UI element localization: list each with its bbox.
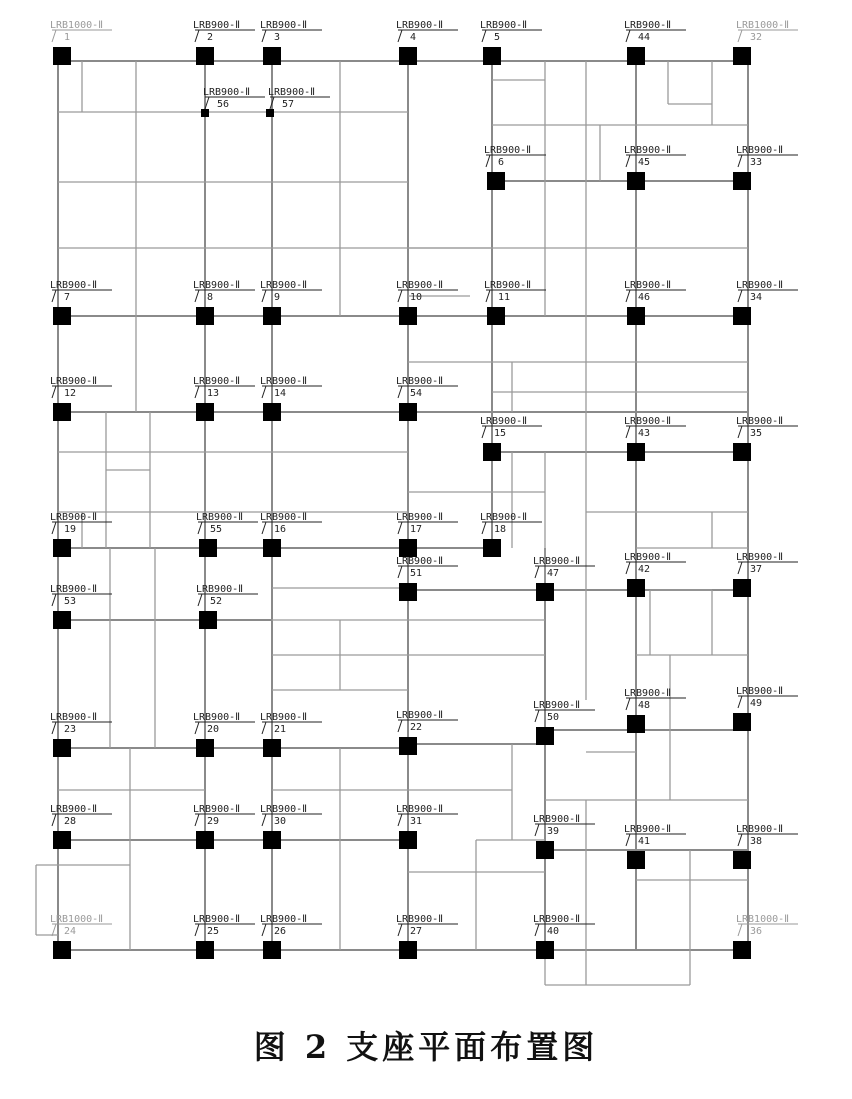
bearing-marker (263, 831, 281, 849)
bearing-number: 20 (207, 724, 220, 735)
bearing-type-label: LRB900-Ⅱ (50, 804, 98, 815)
bearing-number: 2 (207, 32, 214, 43)
bearing-type-label: LRB900-Ⅱ (396, 804, 444, 815)
leader-slash (52, 722, 56, 734)
bearing-marker (487, 307, 505, 325)
bearing-type-label: LRB900-Ⅱ (484, 280, 532, 291)
bearing-marker (733, 307, 751, 325)
bearing-type-label: LRB900-Ⅱ (396, 710, 444, 721)
leader-slash (398, 720, 402, 732)
bearing-type-label: LRB900-Ⅱ (50, 712, 98, 723)
bearing-34 (733, 280, 798, 325)
leader-slash (482, 522, 486, 534)
bearing-type-label: LRB900-Ⅱ (193, 914, 241, 925)
bearing-number: 16 (274, 524, 287, 535)
bearing-marker (487, 172, 505, 190)
bearing-number: 17 (410, 524, 423, 535)
bearing-type-label: LRB900-Ⅱ (533, 914, 581, 925)
bearing-number: 38 (750, 836, 763, 847)
leader-slash (262, 924, 266, 936)
bearing-3 (260, 20, 322, 65)
bearing-marker (399, 403, 417, 421)
bearing-number: 13 (207, 388, 220, 399)
bearing-type-label: LRB900-Ⅱ (193, 712, 241, 723)
bearing-marker (53, 611, 71, 629)
figure-caption: 图 2 支座平面布置图 (253, 1028, 599, 1066)
leader-slash (626, 698, 630, 710)
bearing-type-label: LRB900-Ⅱ (50, 376, 98, 387)
leader-slash (195, 924, 199, 936)
bearing-number: 52 (210, 596, 223, 607)
leader-slash (52, 814, 56, 826)
bearing-12 (50, 376, 112, 421)
bearing-number: 54 (410, 388, 423, 399)
bearing-number: 5 (494, 32, 501, 43)
bearing-marker (733, 443, 751, 461)
bearing-marker (399, 941, 417, 959)
bearing-number: 1 (64, 32, 71, 43)
bearing-number: 30 (274, 816, 287, 827)
bearing-51 (396, 556, 458, 601)
bearing-type-label: LRB900-Ⅱ (624, 20, 672, 31)
bearing-marker (53, 941, 71, 959)
bearing-53 (50, 584, 112, 629)
bearing-number: 12 (64, 388, 77, 399)
bearing-marker (196, 47, 214, 65)
bearing-marker (627, 579, 645, 597)
bearing-number: 26 (274, 926, 287, 937)
bearing-type-label: LRB900-Ⅱ (624, 688, 672, 699)
bearing-type-label: LRB1000-Ⅱ (736, 914, 790, 925)
bearing-37 (733, 552, 798, 597)
leader-slash (398, 814, 402, 826)
bearing-number: 34 (750, 292, 763, 303)
bearing-type-label: LRB900-Ⅱ (624, 280, 672, 291)
bearing-type-label: LRB900-Ⅱ (50, 512, 98, 523)
bearing-44 (624, 20, 686, 65)
bearing-50 (533, 700, 595, 745)
bearing-marker (263, 47, 281, 65)
bearing-number: 19 (64, 524, 77, 535)
bearing-number: 36 (750, 926, 763, 937)
bearing-type-label: LRB900-Ⅱ (533, 556, 581, 567)
bearing-marker (266, 109, 274, 117)
leader-slash (195, 386, 199, 398)
bearing-number: 50 (547, 712, 560, 723)
leader-slash (262, 290, 266, 302)
bearing-number: 45 (638, 157, 651, 168)
bearing-number: 29 (207, 816, 220, 827)
bearing-type-label: LRB900-Ⅱ (480, 512, 528, 523)
leader-slash (626, 562, 630, 574)
bearing-marker (627, 307, 645, 325)
bearing-marker (627, 851, 645, 869)
bearing-number: 25 (207, 926, 220, 937)
leader-slash (738, 290, 742, 302)
bearing-41 (624, 824, 686, 869)
leader-slash (198, 522, 202, 534)
leader-slash (52, 290, 56, 302)
leader-slash (738, 30, 742, 42)
bearing-number: 14 (274, 388, 287, 399)
bearing-14 (260, 376, 322, 421)
bearing-marker (536, 727, 554, 745)
bearing-marker (199, 539, 217, 557)
bearing-marker (263, 739, 281, 757)
bearing-number: 42 (638, 564, 651, 575)
bearing-number: 47 (547, 568, 560, 579)
bearing-13 (193, 376, 255, 421)
bearing-number: 10 (410, 292, 423, 303)
leader-slash (486, 155, 490, 167)
bearing-marker (199, 611, 217, 629)
bearing-number: 56 (217, 99, 230, 110)
bearing-marker (733, 941, 751, 959)
bearing-type-label: LRB900-Ⅱ (480, 20, 528, 31)
bearing-number: 49 (750, 698, 763, 709)
bearing-24 (50, 914, 112, 959)
bearing-22 (396, 710, 458, 755)
bearing-marker (399, 47, 417, 65)
bearing-marker (536, 941, 554, 959)
bearing-type-label: LRB900-Ⅱ (196, 512, 244, 523)
bearing-23 (50, 712, 112, 757)
bearing-marker (536, 841, 554, 859)
leader-slash (738, 924, 742, 936)
bearing-number: 18 (494, 524, 507, 535)
bearing-type-label: LRB900-Ⅱ (260, 376, 308, 387)
bearing-marker (196, 739, 214, 757)
bearing-number: 41 (638, 836, 651, 847)
bearing-type-label: LRB900-Ⅱ (396, 20, 444, 31)
bearing-number: 22 (410, 722, 423, 733)
leader-slash (52, 522, 56, 534)
bearing-36 (733, 914, 798, 959)
bearing-number: 7 (64, 292, 71, 303)
bearing-number: 55 (210, 524, 223, 535)
bearing-marker (627, 172, 645, 190)
bearing-number: 46 (638, 292, 651, 303)
bearing-marker (627, 443, 645, 461)
bearing-marker (536, 583, 554, 601)
bearing-number: 37 (750, 564, 763, 575)
leader-slash (482, 426, 486, 438)
bearing-15 (480, 416, 542, 461)
leader-slash (52, 30, 56, 42)
bearing-43 (624, 416, 686, 461)
bearing-33 (733, 145, 798, 190)
bearing-marker (196, 941, 214, 959)
bearing-type-label: LRB900-Ⅱ (736, 824, 784, 835)
bearing-marker (399, 307, 417, 325)
bearing-4 (396, 20, 458, 65)
bearings-layer (50, 20, 798, 959)
bearing-type-label: LRB900-Ⅱ (396, 512, 444, 523)
bearing-type-label: LRB900-Ⅱ (260, 804, 308, 815)
bearing-number: 6 (498, 157, 505, 168)
bearing-number: 9 (274, 292, 281, 303)
leader-slash (486, 290, 490, 302)
bearing-27 (396, 914, 458, 959)
leader-slash (626, 426, 630, 438)
leader-slash (738, 696, 742, 708)
bearing-marker (483, 47, 501, 65)
bearing-number: 27 (410, 926, 423, 937)
leader-slash (626, 155, 630, 167)
leader-slash (535, 566, 539, 578)
bearing-marker (263, 403, 281, 421)
bearing-16 (260, 512, 322, 557)
bearing-marker (627, 715, 645, 733)
leader-slash (262, 722, 266, 734)
bearing-number: 35 (750, 428, 763, 439)
bearing-number: 48 (638, 700, 651, 711)
bearing-type-label: LRB900-Ⅱ (50, 280, 98, 291)
bearing-number: 31 (410, 816, 423, 827)
bearing-type-label: LRB900-Ⅱ (396, 556, 444, 567)
bearing-type-label: LRB900-Ⅱ (736, 686, 784, 697)
bearing-marker (627, 47, 645, 65)
leader-slash (482, 30, 486, 42)
bearing-type-label: LRB900-Ⅱ (480, 416, 528, 427)
bearing-54 (396, 376, 458, 421)
bearing-type-label: LRB900-Ⅱ (193, 804, 241, 815)
bearing-35 (733, 416, 798, 461)
bearing-marker (733, 851, 751, 869)
leader-slash (52, 924, 56, 936)
leader-slash (738, 834, 742, 846)
bearing-type-label: LRB900-Ⅱ (268, 87, 316, 98)
bearing-2 (193, 20, 255, 65)
leader-slash (398, 30, 402, 42)
bearing-type-label: LRB900-Ⅱ (396, 376, 444, 387)
leader-slash (262, 814, 266, 826)
bearing-type-label: LRB900-Ⅱ (193, 376, 241, 387)
bearing-28 (50, 804, 112, 849)
bearing-type-label: LRB1000-Ⅱ (736, 20, 790, 31)
bearing-8 (193, 280, 255, 325)
bearing-marker (263, 941, 281, 959)
leader-slash (195, 814, 199, 826)
bearing-30 (260, 804, 322, 849)
bearing-marker (399, 831, 417, 849)
bearing-9 (260, 280, 322, 325)
bearing-marker (263, 539, 281, 557)
bearing-number: 51 (410, 568, 423, 579)
bearing-marker (483, 443, 501, 461)
bearing-marker (53, 403, 71, 421)
bearing-46 (624, 280, 686, 325)
leader-slash (535, 924, 539, 936)
bearing-type-label: LRB900-Ⅱ (736, 280, 784, 291)
bearing-type-label: LRB900-Ⅱ (624, 552, 672, 563)
bearing-number: 4 (410, 32, 417, 43)
bearing-number: 24 (64, 926, 77, 937)
leader-slash (398, 924, 402, 936)
bearing-marker (201, 109, 209, 117)
leader-slash (626, 290, 630, 302)
bearing-number: 23 (64, 724, 77, 735)
bearing-type-label: LRB900-Ⅱ (624, 824, 672, 835)
bearing-number: 3 (274, 32, 281, 43)
bearing-type-label: LRB900-Ⅱ (396, 914, 444, 925)
bearing-number: 32 (750, 32, 763, 43)
leader-slash (52, 594, 56, 606)
leader-slash (738, 562, 742, 574)
leader-slash (262, 522, 266, 534)
bearing-type-label: LRB900-Ⅱ (193, 280, 241, 291)
bearing-number: 53 (64, 596, 77, 607)
bearing-number: 57 (282, 99, 295, 110)
bearing-type-label: LRB900-Ⅱ (624, 416, 672, 427)
bearing-26 (260, 914, 322, 959)
leader-slash (52, 386, 56, 398)
bearing-number: 11 (498, 292, 511, 303)
bearing-type-label: LRB900-Ⅱ (533, 700, 581, 711)
bearing-17 (396, 512, 458, 557)
bearing-marker (483, 539, 501, 557)
bearing-number: 28 (64, 816, 77, 827)
bearing-type-label: LRB1000-Ⅱ (50, 20, 104, 31)
bearing-number: 40 (547, 926, 560, 937)
bearing-marker (196, 831, 214, 849)
main-grid-lines (58, 61, 748, 950)
bearing-11 (484, 280, 546, 325)
bearing-type-label: LRB900-Ⅱ (260, 20, 308, 31)
bearing-19 (50, 512, 112, 557)
bearing-number: 15 (494, 428, 507, 439)
bearing-31 (396, 804, 458, 849)
bearing-number: 39 (547, 826, 560, 837)
bearing-18 (480, 512, 542, 557)
bearing-marker (196, 403, 214, 421)
bearing-type-label: LRB900-Ⅱ (260, 512, 308, 523)
bearing-number: 33 (750, 157, 763, 168)
bearing-type-label: LRB1000-Ⅱ (50, 914, 104, 925)
bearing-marker (733, 713, 751, 731)
leader-slash (398, 386, 402, 398)
leader-slash (398, 522, 402, 534)
bearing-type-label: LRB900-Ⅱ (624, 145, 672, 156)
leader-slash (626, 30, 630, 42)
bearing-48 (624, 688, 686, 733)
bearing-type-label: LRB900-Ⅱ (484, 145, 532, 156)
bearing-type-label: LRB900-Ⅱ (193, 20, 241, 31)
bearing-5 (480, 20, 542, 65)
bearing-number: 43 (638, 428, 651, 439)
bearing-number: 8 (207, 292, 214, 303)
leader-slash (738, 426, 742, 438)
bearing-type-label: LRB900-Ⅱ (736, 416, 784, 427)
leader-slash (262, 386, 266, 398)
bearing-29 (193, 804, 255, 849)
bearing-type-label: LRB900-Ⅱ (736, 552, 784, 563)
bearing-marker (53, 539, 71, 557)
bearing-marker (399, 583, 417, 601)
leader-slash (738, 155, 742, 167)
bearing-marker (733, 172, 751, 190)
bearing-32 (733, 20, 798, 65)
bearing-type-label: LRB900-Ⅱ (203, 87, 251, 98)
leader-slash (198, 594, 202, 606)
bearing-type-label: LRB900-Ⅱ (533, 814, 581, 825)
leader-slash (195, 30, 199, 42)
bearing-7 (50, 280, 112, 325)
bearing-type-label: LRB900-Ⅱ (736, 145, 784, 156)
bearing-20 (193, 712, 255, 757)
bearing-38 (733, 824, 798, 869)
bearing-marker (733, 579, 751, 597)
leader-slash (195, 290, 199, 302)
leader-slash (195, 722, 199, 734)
bearing-21 (260, 712, 322, 757)
leader-slash (398, 566, 402, 578)
bearing-6 (484, 145, 546, 190)
bearing-49 (733, 686, 798, 731)
bearing-25 (193, 914, 255, 959)
bearing-type-label: LRB900-Ⅱ (260, 914, 308, 925)
leader-slash (535, 710, 539, 722)
bearing-marker (399, 539, 417, 557)
bearing-marker (733, 47, 751, 65)
leader-slash (262, 30, 266, 42)
bearing-marker (53, 47, 71, 65)
bearing-45 (624, 145, 686, 190)
bearing-marker (53, 307, 71, 325)
bearing-number: 21 (274, 724, 287, 735)
bearing-marker (196, 307, 214, 325)
leader-slash (626, 834, 630, 846)
bearing-type-label: LRB900-Ⅱ (260, 280, 308, 291)
bearing-type-label: LRB900-Ⅱ (196, 584, 244, 595)
bearing-marker (53, 739, 71, 757)
bearing-number: 44 (638, 32, 651, 43)
bearing-marker (53, 831, 71, 849)
bearing-1 (50, 20, 112, 65)
leader-slash (535, 824, 539, 836)
bearing-marker (399, 737, 417, 755)
bearing-marker (263, 307, 281, 325)
bearing-type-label: LRB900-Ⅱ (260, 712, 308, 723)
bearing-10 (396, 280, 458, 325)
bearing-type-label: LRB900-Ⅱ (50, 584, 98, 595)
leader-slash (398, 290, 402, 302)
bearing-type-label: LRB900-Ⅱ (396, 280, 444, 291)
